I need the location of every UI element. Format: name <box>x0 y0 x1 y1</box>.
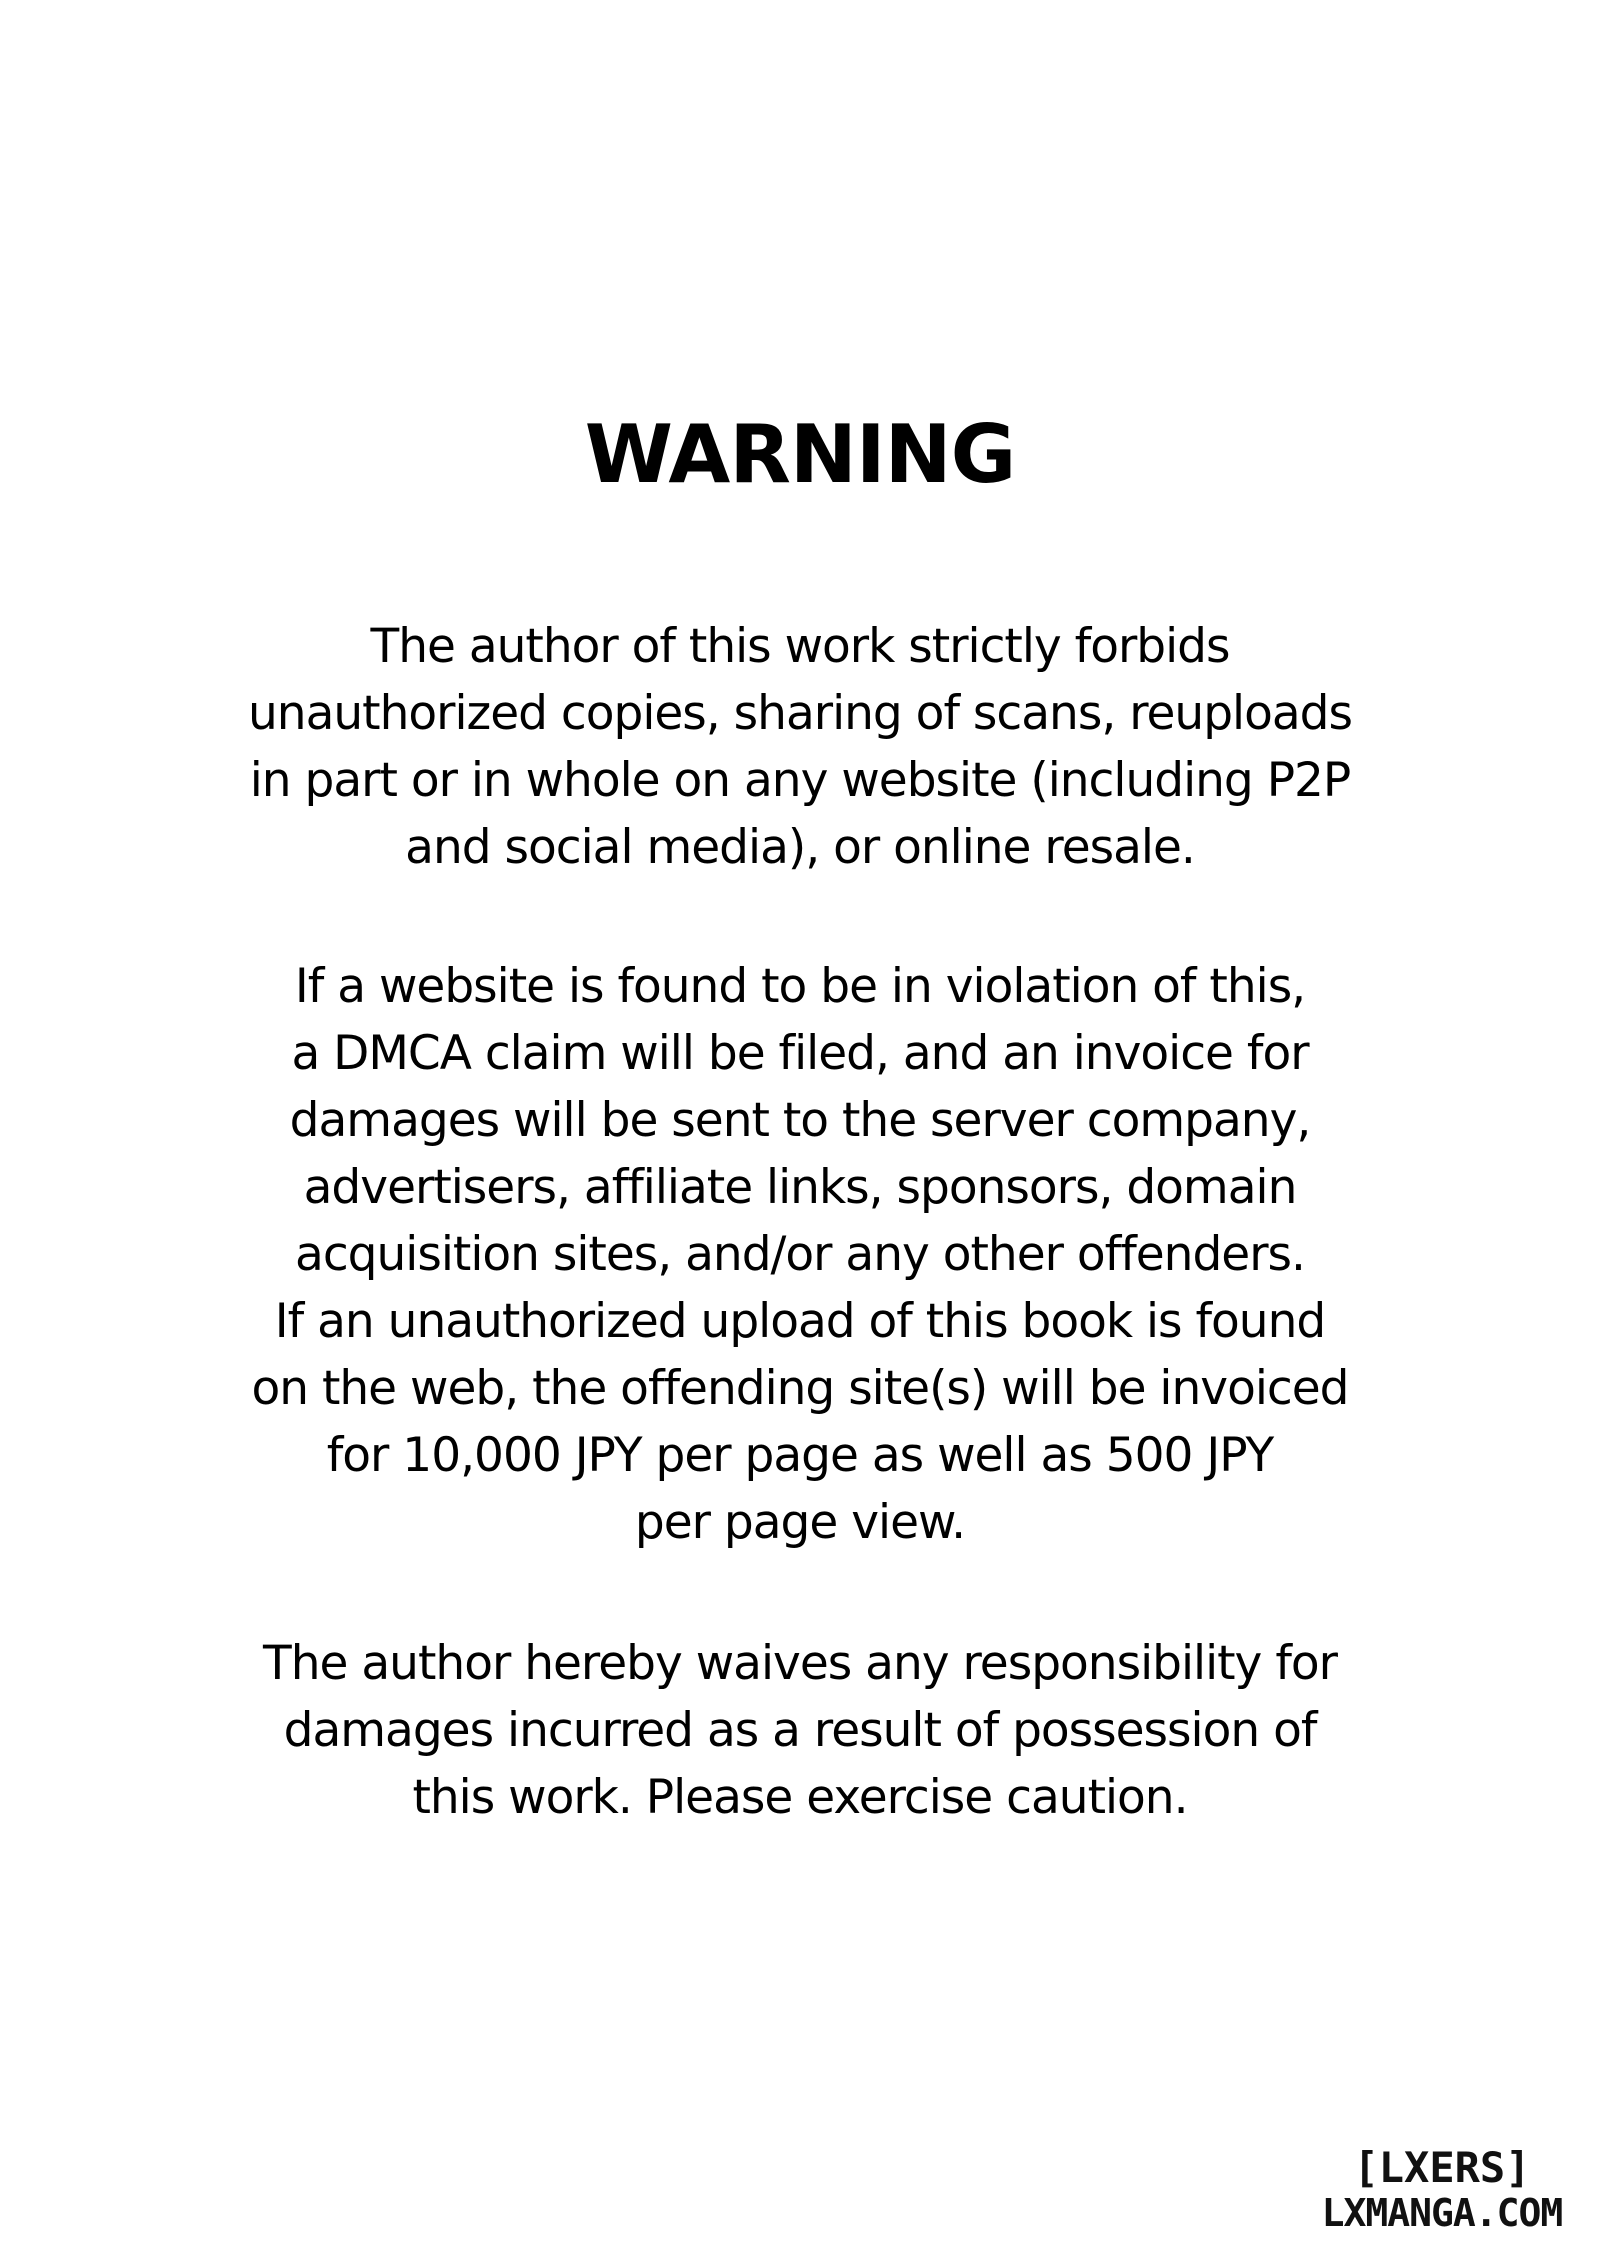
paragraph-line: The author of this work strictly forbids <box>370 619 1230 674</box>
watermark-site-url: LXMANGA.COM <box>1321 2191 1563 2235</box>
paragraph-line: in part or in whole on any website (including P2P <box>249 753 1351 808</box>
paragraph-line: If a website is found to be in violation of this, <box>294 959 1306 1014</box>
paragraph-line: this work. Please exercise caution. <box>412 1770 1188 1825</box>
page-title: WARNING <box>584 408 1016 501</box>
paragraph-line: advertisers, affiliate links, sponsors, domain <box>303 1160 1297 1215</box>
paragraph-line: The author hereby waives any responsibility for <box>263 1636 1337 1691</box>
paragraph-line: and social media), or online resale. <box>405 820 1195 875</box>
paragraph-line: for 10,000 JPY per page as well as 500 JPY <box>326 1428 1274 1483</box>
watermark-group-name: [LXERS] <box>1353 2143 1531 2192</box>
paragraph-line: per page view. <box>634 1495 966 1550</box>
paragraph-line: a DMCA claim will be filed, and an invoice for <box>291 1026 1309 1081</box>
paragraph-line: damages incurred as a result of possession of <box>283 1703 1317 1758</box>
paragraph-copy-prohibition <box>180 613 1420 881</box>
paragraph-line: acquisition sites, and/or any other offenders. <box>295 1227 1305 1282</box>
paragraph-line: on the web, the offending site(s) will be invoiced <box>251 1361 1349 1416</box>
paragraph-line: If an unauthorized upload of this book is found <box>274 1294 1326 1349</box>
paragraph-responsibility-waiver <box>180 1630 1420 1831</box>
paragraph-line: unauthorized copies, sharing of scans, reuploads <box>248 686 1352 741</box>
paragraph-line: damages will be sent to the server company, <box>289 1093 1311 1148</box>
paragraph-dmca-invoice <box>180 953 1420 1556</box>
site-watermark <box>1312 2145 1572 2235</box>
